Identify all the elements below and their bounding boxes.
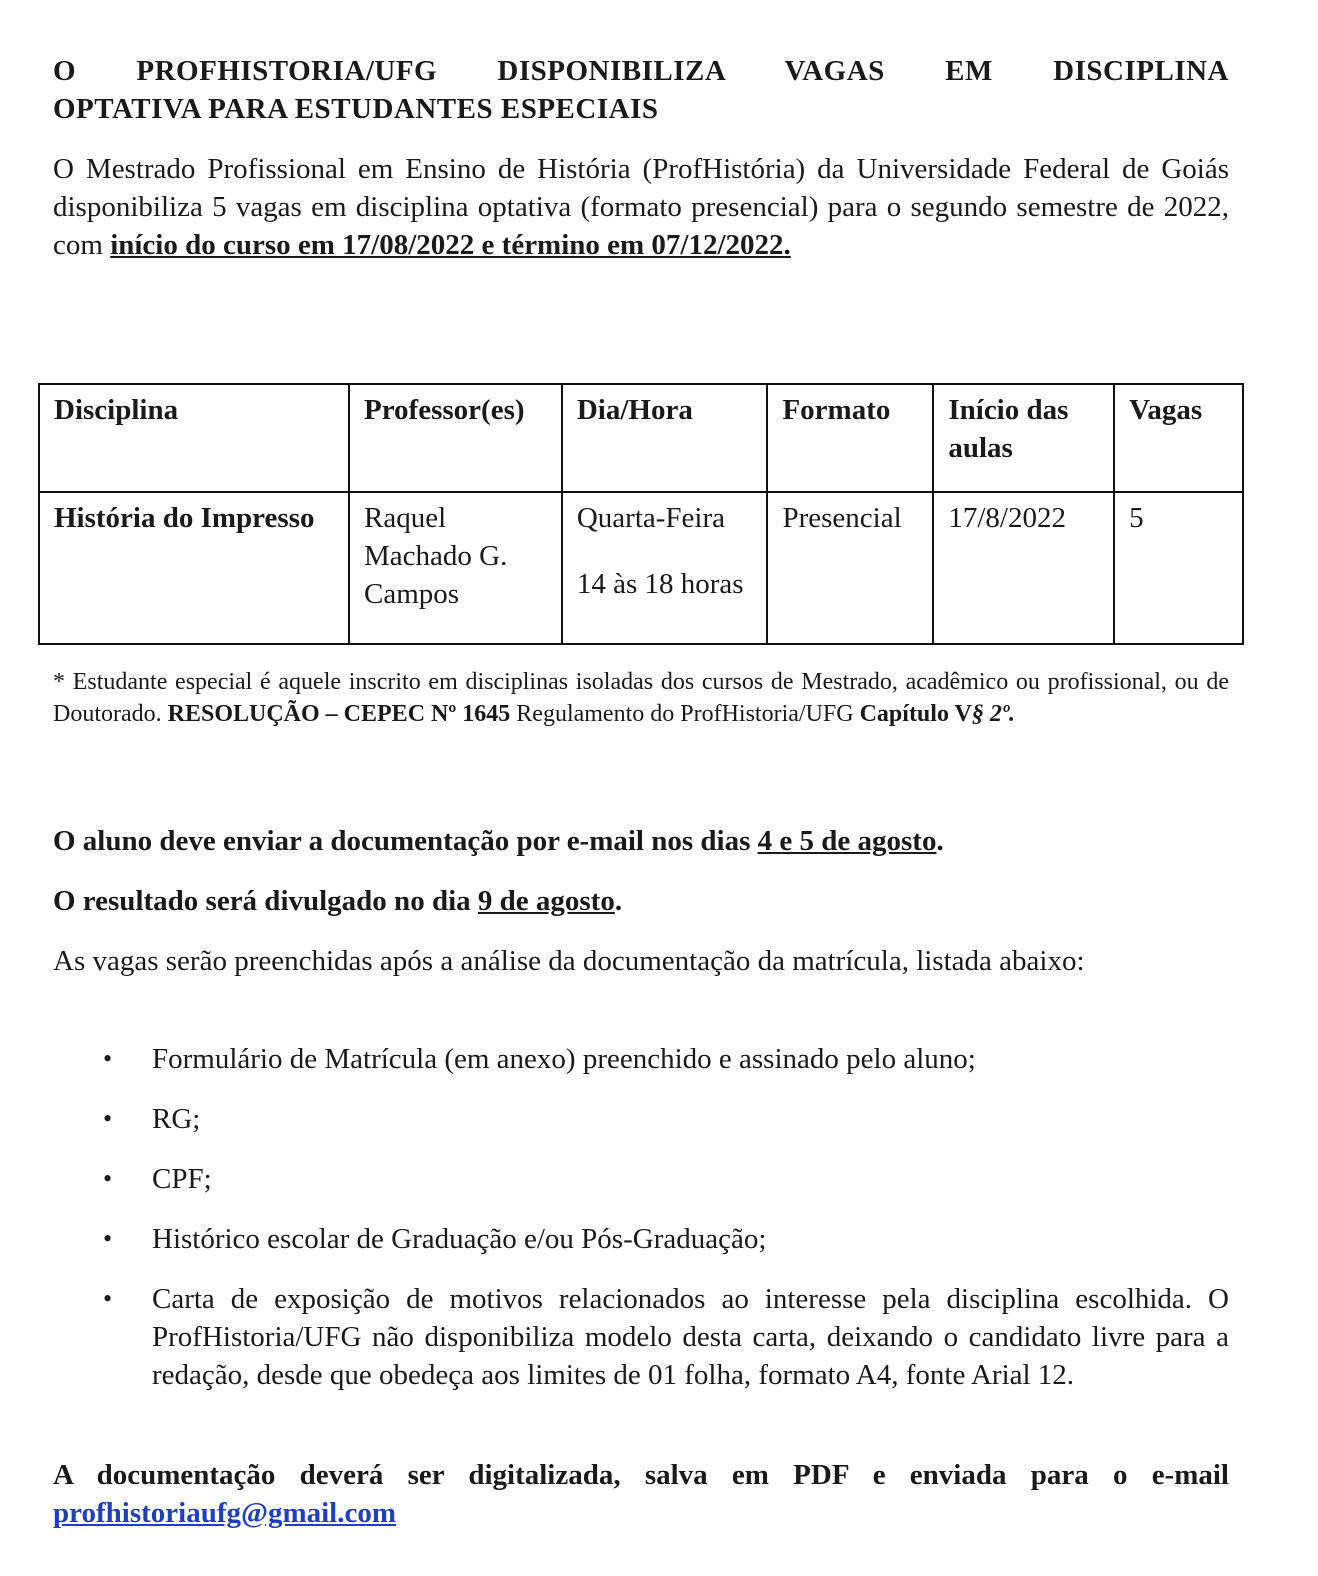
- docs-intro: As vagas serão preenchidas após a análise da documentação da matrícula, listada abaixo:: [53, 945, 1085, 977]
- document-item-text: Formulário de Matrícula (em anexo) preenchido e assinado pelo aluno;: [152, 1043, 976, 1075]
- footnote-text: * Estudante especial é aquele inscrito em disciplinas isoladas dos cursos de Mestrado, acadêmico ou profissional, ou de Doutorado.: [53, 669, 1229, 727]
- course-table: [38, 383, 1244, 645]
- list-item: [53, 1220, 1229, 1258]
- cell-hora: 14 às 18 horas: [576, 568, 744, 600]
- documents-list: [53, 1040, 1229, 1416]
- document-item-text: RG;: [152, 1103, 201, 1135]
- result-date: 9 de agosto: [477, 885, 615, 917]
- bullet-icon: •: [103, 1044, 113, 1073]
- footnote-resolution: RESOLUÇÃO – CEPEC Nº 1645: [167, 701, 511, 727]
- document-item-text: Histórico escolar de Graduação e/ou Pós-Graduação;: [152, 1223, 767, 1255]
- header-professor: Professor(es): [349, 384, 562, 492]
- result-block: [53, 882, 1229, 920]
- cell-disciplina: História do Impresso: [39, 492, 349, 644]
- document-item-text: Carta de exposição de motivos relacionados ao interesse pela disciplina escolhida. O ProfHistoria/UFG não disponibiliza modelo desta carta, deixando o candidato livre para a redação, desde que obedeça aos limites de 01 folha, formato A4, fonte Arial 12.: [152, 1283, 1229, 1391]
- cell-formato: Presencial: [767, 492, 933, 644]
- intro-dates: início do curso em 17/08/2022 e término em 07/12/2022.: [110, 229, 791, 261]
- deadline-prefix: O aluno deve enviar a documentação por e-mail nos dias: [53, 825, 751, 857]
- intro-paragraph: [53, 150, 1229, 264]
- closing-paragraph: [53, 1456, 1229, 1532]
- cell-inicio: 17/8/2022: [933, 492, 1114, 644]
- header-vagas: Vagas: [1114, 384, 1243, 492]
- email-link[interactable]: profhistoriaufg@gmail.com: [53, 1497, 397, 1529]
- docs-intro-block: [53, 942, 1229, 980]
- closing-block: [53, 1456, 1229, 1532]
- cell-dia: Quarta-Feira: [576, 502, 725, 534]
- result-suffix: .: [614, 885, 623, 917]
- title-block: [53, 52, 1229, 128]
- bullet-icon: •: [103, 1284, 113, 1313]
- list-item: [53, 1160, 1229, 1198]
- cell-dia-hora: [562, 492, 768, 644]
- table-row: [39, 492, 1243, 644]
- title-line-2: OPTATIVA PARA ESTUDANTES ESPECIAIS: [53, 93, 659, 125]
- bullet-icon: •: [103, 1224, 113, 1253]
- header-disciplina: Disciplina: [39, 384, 349, 492]
- cell-professor: Raquel Machado G. Campos: [349, 492, 562, 644]
- header-dia-hora: Dia/Hora: [562, 384, 768, 492]
- deadline-line: [53, 822, 1229, 860]
- list-item: [53, 1100, 1229, 1138]
- intro-text: O Mestrado Profissional em Ensino de História (ProfHistória) da Universidade Federal de Goiás disponibiliza 5 vagas em disciplina optativa (formato presencial) para o segundo semestre de 2022, com: [53, 153, 1229, 261]
- cell-vagas: 5: [1114, 492, 1243, 644]
- result-prefix: O resultado será divulgado no dia: [53, 885, 471, 917]
- result-line: [53, 882, 1229, 920]
- list-item: [53, 1040, 1229, 1078]
- header-formato: Formato: [767, 384, 933, 492]
- deadline-block: [53, 822, 1229, 860]
- title-line-1: O PROFHISTORIA/UFG DISPONIBILIZA VAGAS EM DISCIPLINA: [53, 55, 1229, 87]
- deadline-dates: 4 e 5 de agosto: [757, 825, 937, 857]
- footnote-block: [53, 666, 1229, 730]
- header-inicio: Início das aulas: [933, 384, 1114, 492]
- closing-text: A documentação deverá ser digitalizada, salva em PDF e enviada para o e-mail: [53, 1459, 1229, 1491]
- footnote-regulation: Regulamento do ProfHistoria/UFG: [516, 701, 854, 727]
- bullet-icon: •: [103, 1164, 113, 1193]
- page-title: [53, 52, 1229, 128]
- list-item: [53, 1280, 1229, 1394]
- footnote: [53, 666, 1229, 730]
- table-header-row: [39, 384, 1243, 492]
- bullet-icon: •: [103, 1104, 113, 1133]
- footnote-chapter: Capítulo V: [859, 701, 972, 727]
- document-item-text: CPF;: [152, 1163, 212, 1195]
- intro-block: [53, 150, 1229, 264]
- footnote-section: § 2º.: [971, 701, 1016, 727]
- deadline-suffix: .: [936, 825, 944, 857]
